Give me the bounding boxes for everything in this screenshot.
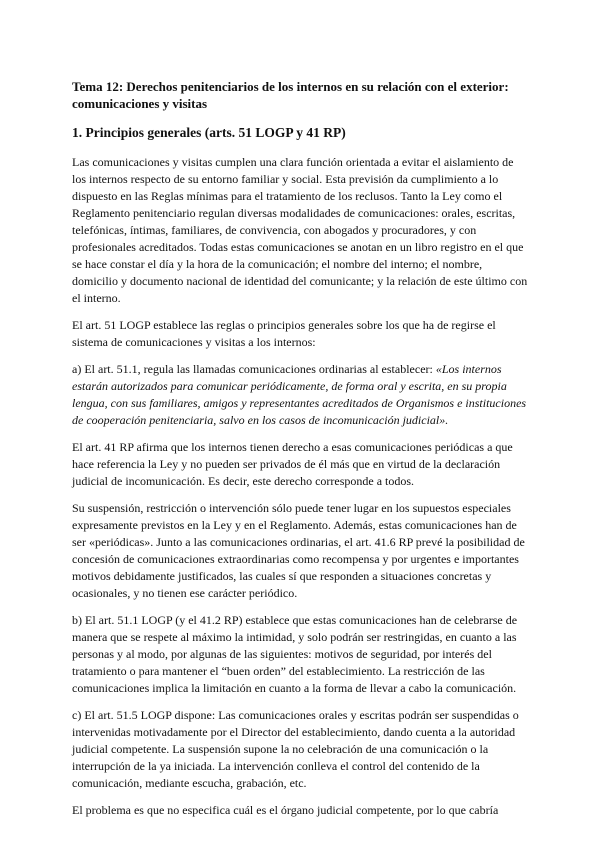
paragraph-a-intro: a) El art. 51.1, regula las llamadas comunicaciones ordinarias al establecer: — [72, 362, 436, 376]
paragraph-c: c) El art. 51.5 LOGP dispone: Las comunicaciones orales y escritas podrán ser suspendidas o intervenidas motivadamente por el Director del establecimiento, dando cuenta a la autoridad judicial competente. La suspensión supone la no celebración de una comunicación o la interrupción de la ya iniciada. La intervención conlleva el control del contenido de la comunicación, mediante escucha, grabación, etc. — [72, 708, 519, 790]
paragraph-a — [72, 361, 528, 429]
paragraph-art51: El art. 51 LOGP establece las reglas o principios generales sobre los que ha de regirse el sistema de comunicaciones y visitas a los internos: — [72, 318, 496, 349]
document-title: Tema 12: Derechos penitenciarios de los internos en su relación con el exterior: comunicaciones y visitas — [72, 79, 509, 111]
paragraph-art41: El art. 41 RP afirma que los internos tienen derecho a esas comunicaciones periódicas a que hace referencia la Ley y no pueden ser privados de él más que en virtud de la declaración judicial de incomunicación. Es decir, este derecho corresponde a todos. — [72, 440, 513, 488]
paragraph-a-quote: «Los internos estarán autorizados para comunicar periódicamente, de forma oral y escrita, en su propia lengua, con sus familiares, amigos y representantes acreditados de Organismos e instituciones de cooperación penitenciaria, salvo en los casos de incomunicación judicial». — [72, 362, 527, 427]
paragraph-suspension: Su suspensión, restricción o intervención sólo puede tener lugar en los supuestos especiales expresamente previstos en la Ley y en el Reglamento. Además, estas comunicaciones han de ser «periódicas». Junto a las comunicaciones ordinarias, el art. 41.6 RP prevé la posibilidad de concesión de comunicaciones extraordinarias como recompensa y por urgentes e importantes motivos debidamente justificados, las cuales sí que responden a situaciones concretas y ocasionales, y no tienen ese carácter periódico. — [72, 501, 525, 600]
paragraph-intro: Las comunicaciones y visitas cumplen una clara función orientada a evitar el aislamiento de los internos respecto de su entorno familiar y social. Esta previsión da cumplimiento a lo dispuesto en las Reglas mínimas para el tratamiento de los reclusos. Tanto la Ley como el Reglamento penitenciario regulan diversas modalidades de comunicaciones: orales, escritas, telefónicas, íntimas, familiares, de convivencia, con abogados y procuradores, y con profesionales acreditados. Todas estas comunicaciones se anotan en un libro registro en el que se hace constar el día y la hora de la comunicación; el nombre del interno; el nombre, domicilio y documento nacional de identidad del comunicante; y la relación de este último con el interno. — [72, 155, 528, 305]
paragraph-problem: El problema es que no especifica cuál es el órgano judicial competente, por lo que cabría — [72, 803, 499, 817]
section-heading: 1. Principios generales (arts. 51 LOGP y 41 RP) — [72, 125, 346, 140]
paragraph-b: b) El art. 51.1 LOGP (y el 41.2 RP) establece que estas comunicaciones han de celebrarse de manera que se respete al máximo la intimidad, y solo podrán ser restringidas, en cuanto a las personas y al modo, por algunas de las siguientes: motivos de seguridad, por interés del tratamiento o para mantener el “buen orden” del establecimiento. La restricción de las comunicaciones implica la limitación en cuanto a la forma de llevar a cabo la comunicación. — [72, 613, 518, 695]
